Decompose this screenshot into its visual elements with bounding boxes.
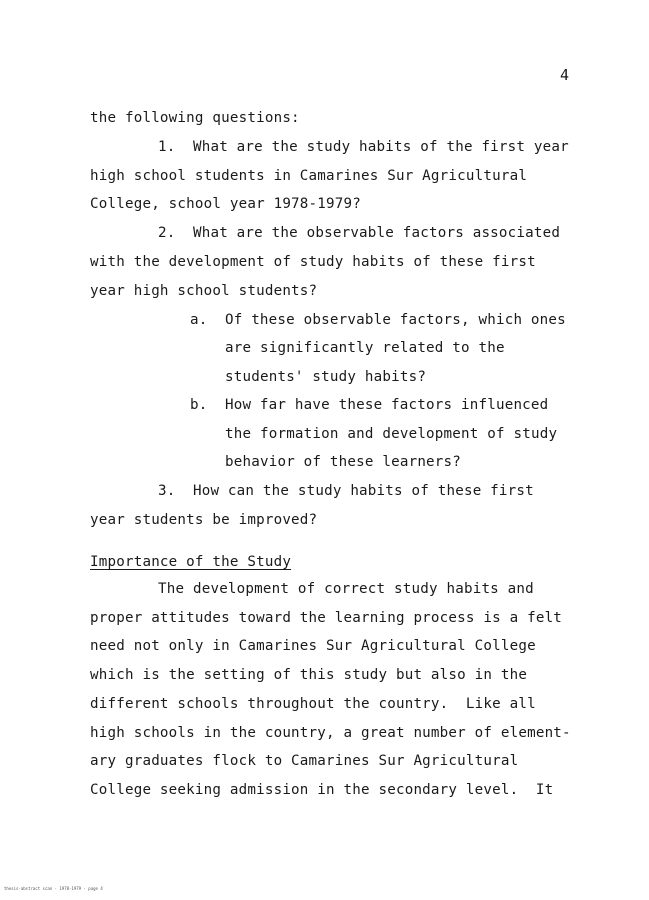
subquestion-a-line-1: a. Of these observable factors, which ones <box>190 312 566 328</box>
paragraph-line-7: ary graduates flock to Camarines Sur Agricultural <box>90 753 519 769</box>
question-1-line-1: 1. What are the study habits of the first year <box>158 139 569 155</box>
section-heading: Importance of the Study <box>90 554 292 570</box>
subquestion-a-line-2: are significantly related to the <box>225 340 505 356</box>
text-line-1: the following questions: <box>90 110 300 126</box>
question-3-line-1: 3. How can the study habits of these first <box>158 483 534 499</box>
question-2-line-1: 2. What are the observable factors associated <box>158 225 561 241</box>
subquestion-b-line-1: b. How far have these factors influenced <box>190 397 549 413</box>
paragraph-line-6: high schools in the country, a great number of element- <box>90 725 571 741</box>
question-1-line-2: high school students in Camarines Sur Agricultural <box>90 168 528 184</box>
subquestion-b-line-3: behavior of these learners? <box>225 454 462 470</box>
question-2-line-2: with the development of study habits of these first <box>90 254 536 270</box>
paragraph-line-1: The development of correct study habits and <box>158 581 534 597</box>
subquestion-a-line-3: students' study habits? <box>225 369 427 385</box>
question-2-line-3: year high school students? <box>90 283 318 299</box>
page-number: 4 <box>560 66 570 84</box>
paragraph-line-3: need not only in Camarines Sur Agricultural College <box>90 638 536 654</box>
paragraph-line-4: which is the setting of this study but also in the <box>90 667 528 683</box>
paragraph-line-2: proper attitudes toward the learning process is a felt <box>90 610 563 626</box>
subquestion-b-line-2: the formation and development of study <box>225 426 558 442</box>
paragraph-line-5: different schools throughout the country. Like all <box>90 696 536 712</box>
question-1-line-3: College, school year 1978-1979? <box>90 196 361 212</box>
paragraph-line-8: College seeking admission in the secondary level. It <box>90 782 554 798</box>
footer-stamp: thesis-abstract scan · 1978-1979 · page 4 <box>4 886 103 891</box>
question-3-line-2: year students be improved? <box>90 512 318 528</box>
